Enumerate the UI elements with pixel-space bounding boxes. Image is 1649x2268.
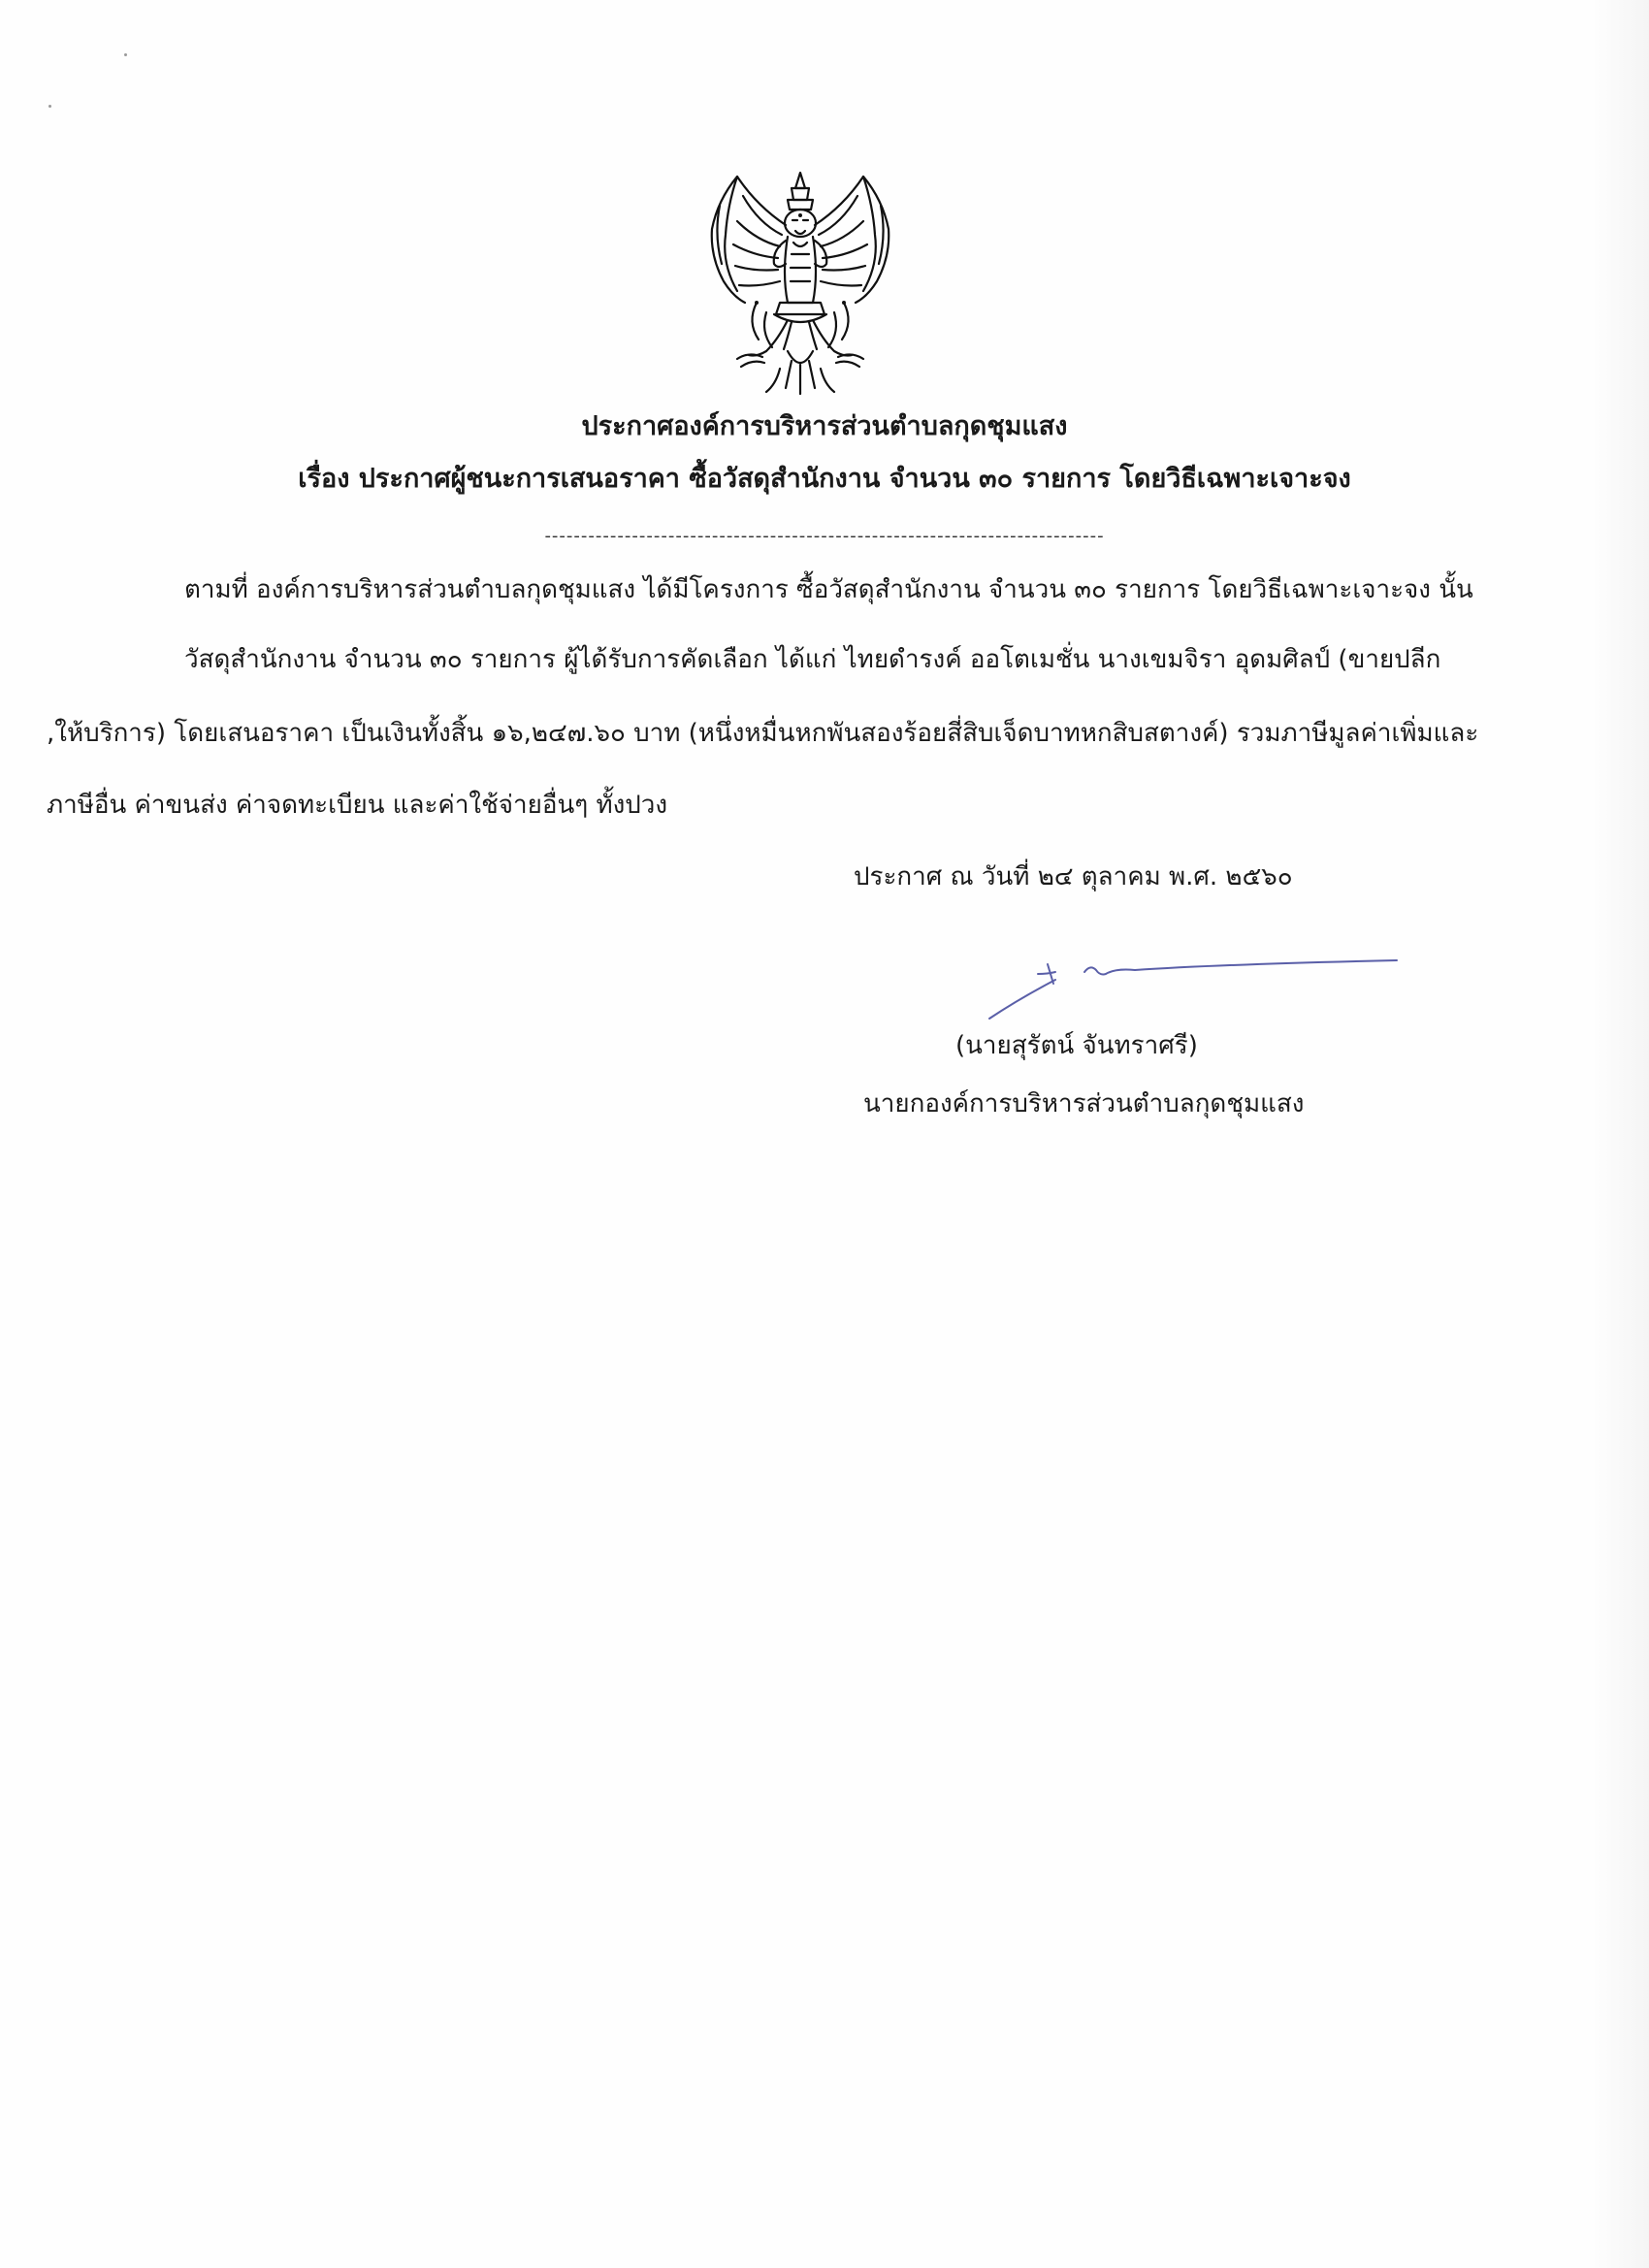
signer-position: นายกองค์การบริหารส่วนตำบลกุดชุมแสง	[863, 1089, 1305, 1118]
announcement-date: ประกาศ ณ วันที่ ๒๔ ตุลาคม พ.ศ. ๒๕๖๐	[854, 862, 1293, 891]
scan-speck	[124, 53, 127, 56]
body-paragraph-line: ภาษีอื่น ค่าขนส่ง ค่าจดทะเบียน และค่าใช้จ่ายอื่นๆ ทั้งปวง	[47, 791, 668, 820]
scan-speck	[48, 105, 51, 108]
body-paragraph-line: ,ให้บริการ) โดยเสนอราคา เป็นเงินทั้งสิ้น ๑๖,๒๔๗.๖๐ บาท (หนึ่งหมื่นหกพันสองร้อยสี่สิบเจ็ดบาทหกสิบสตางค์) รวมภาษีมูลค่าเพิ่มและ	[47, 719, 1479, 748]
divider-line: -----------------------------------------------------------------------------	[544, 526, 1105, 546]
signer-name: (นายสุรัตน์ จันทราศรี)	[955, 1031, 1198, 1060]
handwritten-signature	[970, 951, 1416, 1028]
body-paragraph-line: ตามที่ องค์การบริหารส่วนตำบลกุดชุมแสง ได้มีโครงการ ซื้อวัสดุสำนักงาน จำนวน ๓๐ รายการ โดยวิธีเฉพาะเจาะจง นั้น	[184, 575, 1473, 604]
announcement-subject: เรื่อง ประกาศผู้ชนะการเสนอราคา ซื้อวัสดุสำนักงาน จำนวน ๓๐ รายการ โดยวิธีเฉพาะเจาะจง	[298, 464, 1351, 494]
announcement-title: ประกาศองค์การบริหารส่วนตำบลกุดชุมแสง	[581, 411, 1068, 441]
scan-shadow	[1591, 0, 1649, 2268]
garuda-emblem-icon	[698, 167, 902, 400]
body-paragraph-line: วัสดุสำนักงาน จำนวน ๓๐ รายการ ผู้ได้รับการคัดเลือก ได้แก่ ไทยดำรงค์ ออโตเมชั่น นางเขมจิรา อุดมศิลป์ (ขายปลีก	[184, 645, 1441, 674]
